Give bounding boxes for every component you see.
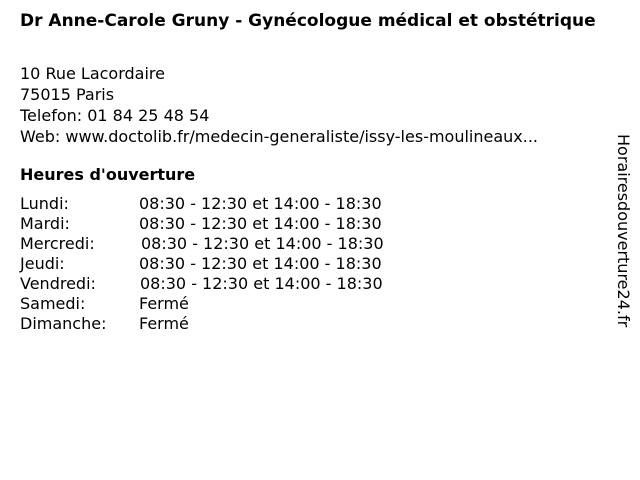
hours-heading: Heures d'ouverture [20, 165, 196, 184]
day-hours: 08:30 - 12:30 et 14:00 - 18:30 [140, 274, 383, 293]
day-label: Mercredi: [20, 234, 95, 253]
day-hours: Fermé [139, 294, 189, 313]
day-label: Mardi: [20, 214, 70, 233]
website-link[interactable]: Web: www.doctolib.fr/medecin-generaliste/issy-les-moulineaux... [20, 127, 538, 146]
day-hours: 08:30 - 12:30 et 14:00 - 18:30 [139, 214, 382, 233]
day-label: Samedi: [20, 294, 86, 313]
day-hours: 08:30 - 12:30 et 14:00 - 18:30 [139, 194, 382, 213]
day-hours: 08:30 - 12:30 et 14:00 - 18:30 [139, 254, 382, 273]
page-title: Dr Anne-Carole Gruny - Gynécologue médical et obstétrique [20, 11, 596, 31]
contact-block [20, 63, 538, 147]
side-brand-watermark: Horairesdouverture24.fr [614, 134, 633, 328]
day-hours: 08:30 - 12:30 et 14:00 - 18:30 [141, 234, 384, 253]
street-address: 10 Rue Lacordaire [20, 64, 165, 83]
day-label: Lundi: [20, 194, 69, 213]
day-label: Dimanche: [20, 314, 107, 333]
city-postcode: 75015 Paris [20, 85, 115, 104]
day-label: Vendredi: [20, 274, 96, 293]
phone-number[interactable]: Telefon: 01 84 25 48 54 [20, 106, 210, 125]
day-label: Jeudi: [20, 254, 65, 273]
day-hours: Fermé [139, 314, 189, 333]
